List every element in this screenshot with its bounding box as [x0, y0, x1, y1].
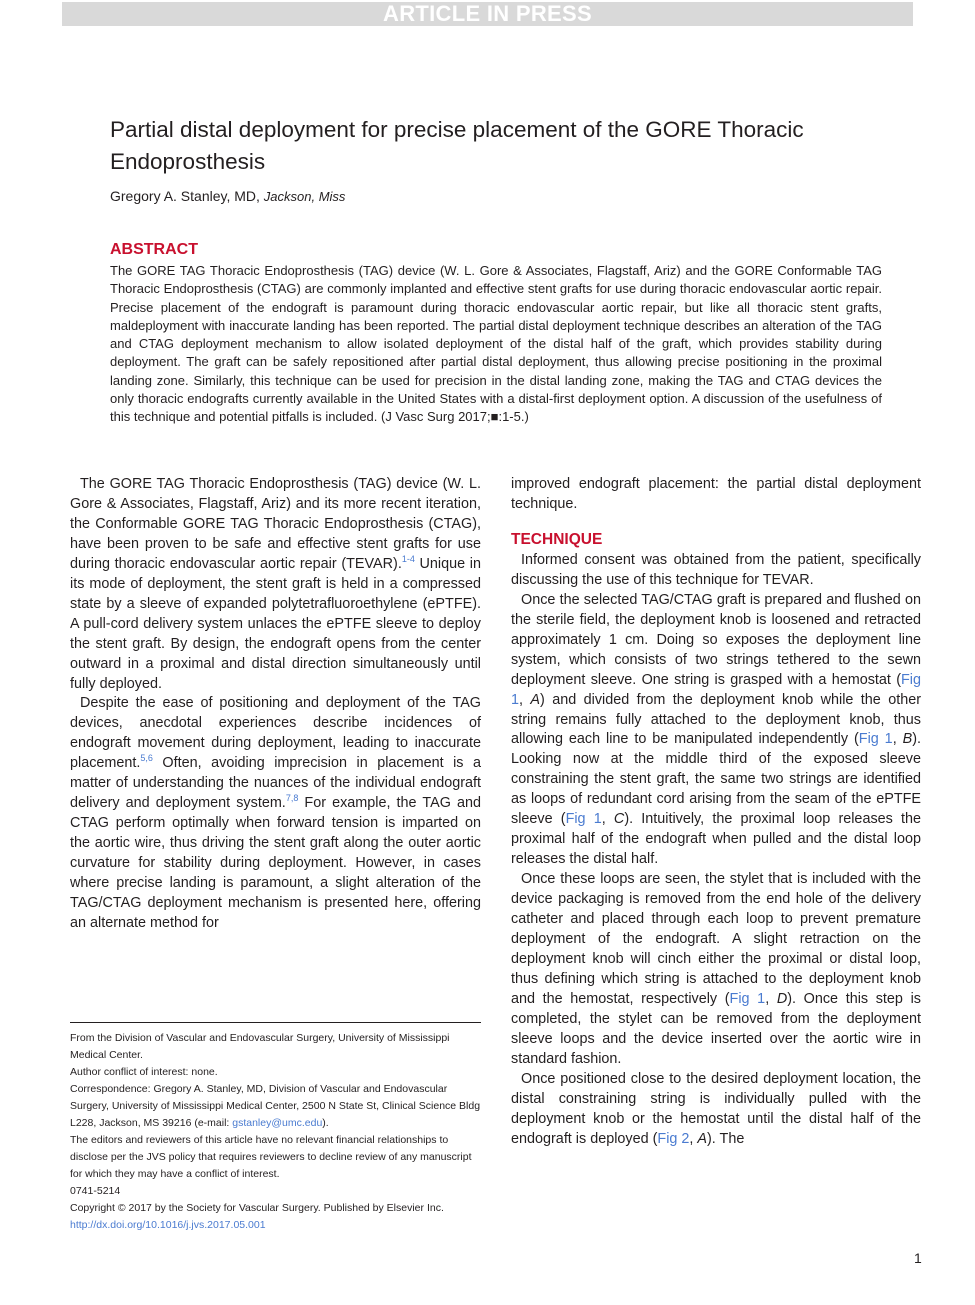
- abstract-text: The GORE TAG Thoracic Endoprosthesis (TAG) device (W. L. Gore & Associates, Flagstaff, Ariz) and the GORE Conformable TAG Thoracic Endoprosthesis (CTAG) are commonly implanted and effective stent grafts for use during thoracic endovascular aortic repair. Precise placement of the endograft is paramount during thoracic endovascular aortic repair, but like all thoracic stent grafts, maldeployment with inaccurate landing has been reported. The partial distal deployment technique describes an alteration of the TAG and CTAG deployment mechanism to allow isolated deployment of the distal half of the graft, which provides stability during deployment. The graft can be safely repositioned after partial distal deployment, thus allowing precise positioning in the proximal landing zone. Similarly, this technique can be used for precision in the distal landing zone, making the TAG and CTAG devices the only thoracic endografts currently available in the United States with a distal-first deployment option. A discussion of the usefulness of this technique and potential pitfalls is included. (J Vasc Surg 2017;■:1-5.): [110, 263, 882, 425]
- conflict-note: Author conflict of interest: none.: [70, 1066, 218, 1078]
- body-paragraph: The GORE TAG Thoracic Endoprosthesis (TAG) device (W. L. Gore & Associates, Flagstaff, Ariz) and its more recent iteration, the Conformable GORE TAG Thoracic Endoprosthesis (CTAG), have been proven to be safe and effective stent grafts for use during thoracic endovascular aortic repair (TEVAR).$^{1-4}$ Unique in its mode of deployment, the stent graft is held in a compressed state by a sleeve of expanded polytetrafluoroethylene (ePTFE). A pull-cord delivery system unlaces the ePTFE sleeve to deploy the stent graft. By design, the endograft opens from the center outward in a proximal and distal direction simultaneously until fully deployed.: [70, 476, 481, 692]
- email-link[interactable]: gstanley@umc.edu: [232, 1117, 323, 1129]
- copyright-note: Copyright © 2017 by the Society for Vascular Surgery. Published by Elsevier Inc.: [70, 1202, 444, 1214]
- doi-link[interactable]: http://dx.doi.org/10.1016/j.jvs.2017.05.001: [70, 1219, 266, 1231]
- abstract-heading: ABSTRACT: [110, 241, 198, 258]
- author-line: [110, 188, 345, 204]
- figure-link[interactable]: Fig 1: [565, 811, 602, 828]
- editors-note: The editors and reviewers of this article have no relevant financial relationships to disclose per the JVS policy that requires reviewers to decline review of any manuscript for which they may have a conflict of interest.: [70, 1134, 472, 1180]
- author-location: Jackson, Miss: [263, 189, 346, 204]
- issn: 0741-5214: [70, 1185, 121, 1197]
- left-column: [70, 475, 481, 934]
- technique-heading: TECHNIQUE: [511, 530, 603, 548]
- body-paragraph: Once these loops are seen, the stylet that is included with the device packaging is removed from the end hole of the delivery catheter and placed through each loop to prevent premature deployment of the endograft. A slight retraction on the deployment knob will cinch either the proximal or distal loop, thus defining which string is attached to the deployment knob and the hemostat, respectively (Fig 1, D). Once this step is completed, the stylet can be removed from the deployment sleeve loops and the device inserted over the aortic wire in standard fashion.: [511, 871, 921, 1067]
- correspondence-note: Correspondence: Gregory A. Stanley, MD, Division of Vascular and Endovascular Surgery, University of Mississippi Medical Center, 2500 N State St, Clinical Science Bldg L228, Jackson, MS 39216 (e-mail: gstanley@umc.edu).: [70, 1083, 481, 1129]
- page-number: 1: [914, 1250, 922, 1266]
- figure-link[interactable]: Fig 2: [657, 1130, 690, 1147]
- body-paragraph: Informed consent was obtained from the patient, specifically discussing the use of this technique for TEVAR.: [511, 551, 921, 588]
- body-paragraph: Despite the ease of positioning and deployment of the TAG devices, anecdotal experiences describe incidences of endograft movement during deployment, leading to inaccurate placement.$^{5,6}$ Often, avoiding imprecision in placement is a matter of understanding the nuances of the individual endograft delivery and deployment system.$^{7,8}$ For example, the TAG and CTAG perform optimally when forward tension is imparted on the aortic wire, thus driving the stent graft along the outer aortic curvature for stability during deployment. However, in cases where precise landing is paramount, a slight alteration of the TAG/CTAG deployment mechanism is presented here, offering an alternate method for: [70, 695, 481, 931]
- footnote-divider: [70, 1022, 481, 1023]
- figure-link[interactable]: Fig 1: [729, 990, 766, 1007]
- body-paragraph: Once positioned close to the desired deployment location, the distal constraining string is individually pulled with the deployment knob or the hemostat until the distal half of the endograft is deployed (Fig 2, A). The: [511, 1070, 921, 1147]
- footnotes: [70, 1030, 481, 1234]
- doi: [70, 1217, 481, 1234]
- right-column: [511, 475, 921, 1150]
- affiliation-note: From the Division of Vascular and Endovascular Surgery, University of Mississippi Medical Center.: [70, 1032, 450, 1061]
- article-title: Partial distal deployment for precise placement of the GORE Thoracic Endoprosthesis: [110, 117, 804, 174]
- body-paragraph: Once the selected TAG/CTAG graft is prepared and flushed on the sterile field, the deployment knob is loosened and retracted approximately 1 cm. Doing so exposes the deployment line system, which consists of two strings tethered to the sewn deployment sleeve. One string is grasped with a hemostat (Fig 1, A) and divided from the deployment knob while the other string remains fully attached to the deployment knob, thus allowing each line to be manipulated independently (Fig 1, B). Looking now at the middle third of the exposed sleeve constraining the stent graft, the same two strings are identified as loops of redundant cord arising from the seam of the ePTFE sleeve (Fig 1, C). Intuitively, the proximal loop releases the proximal half of the endograft when pulled and the distal loop releases the distal half.: [511, 591, 922, 868]
- figure-link[interactable]: Fig 1: [511, 671, 921, 708]
- article-in-press-banner: ARTICLE IN PRESS: [62, 2, 913, 26]
- citation-link[interactable]: 7,8: [285, 793, 299, 804]
- citation-link[interactable]: 5,6: [140, 753, 153, 764]
- author-name[interactable]: Gregory A. Stanley, MD,: [110, 188, 260, 204]
- citation-link[interactable]: 1-4: [401, 554, 415, 565]
- figure-link[interactable]: Fig 1: [858, 731, 893, 748]
- body-paragraph: improved endograft placement: the partial distal deployment technique.: [511, 476, 921, 512]
